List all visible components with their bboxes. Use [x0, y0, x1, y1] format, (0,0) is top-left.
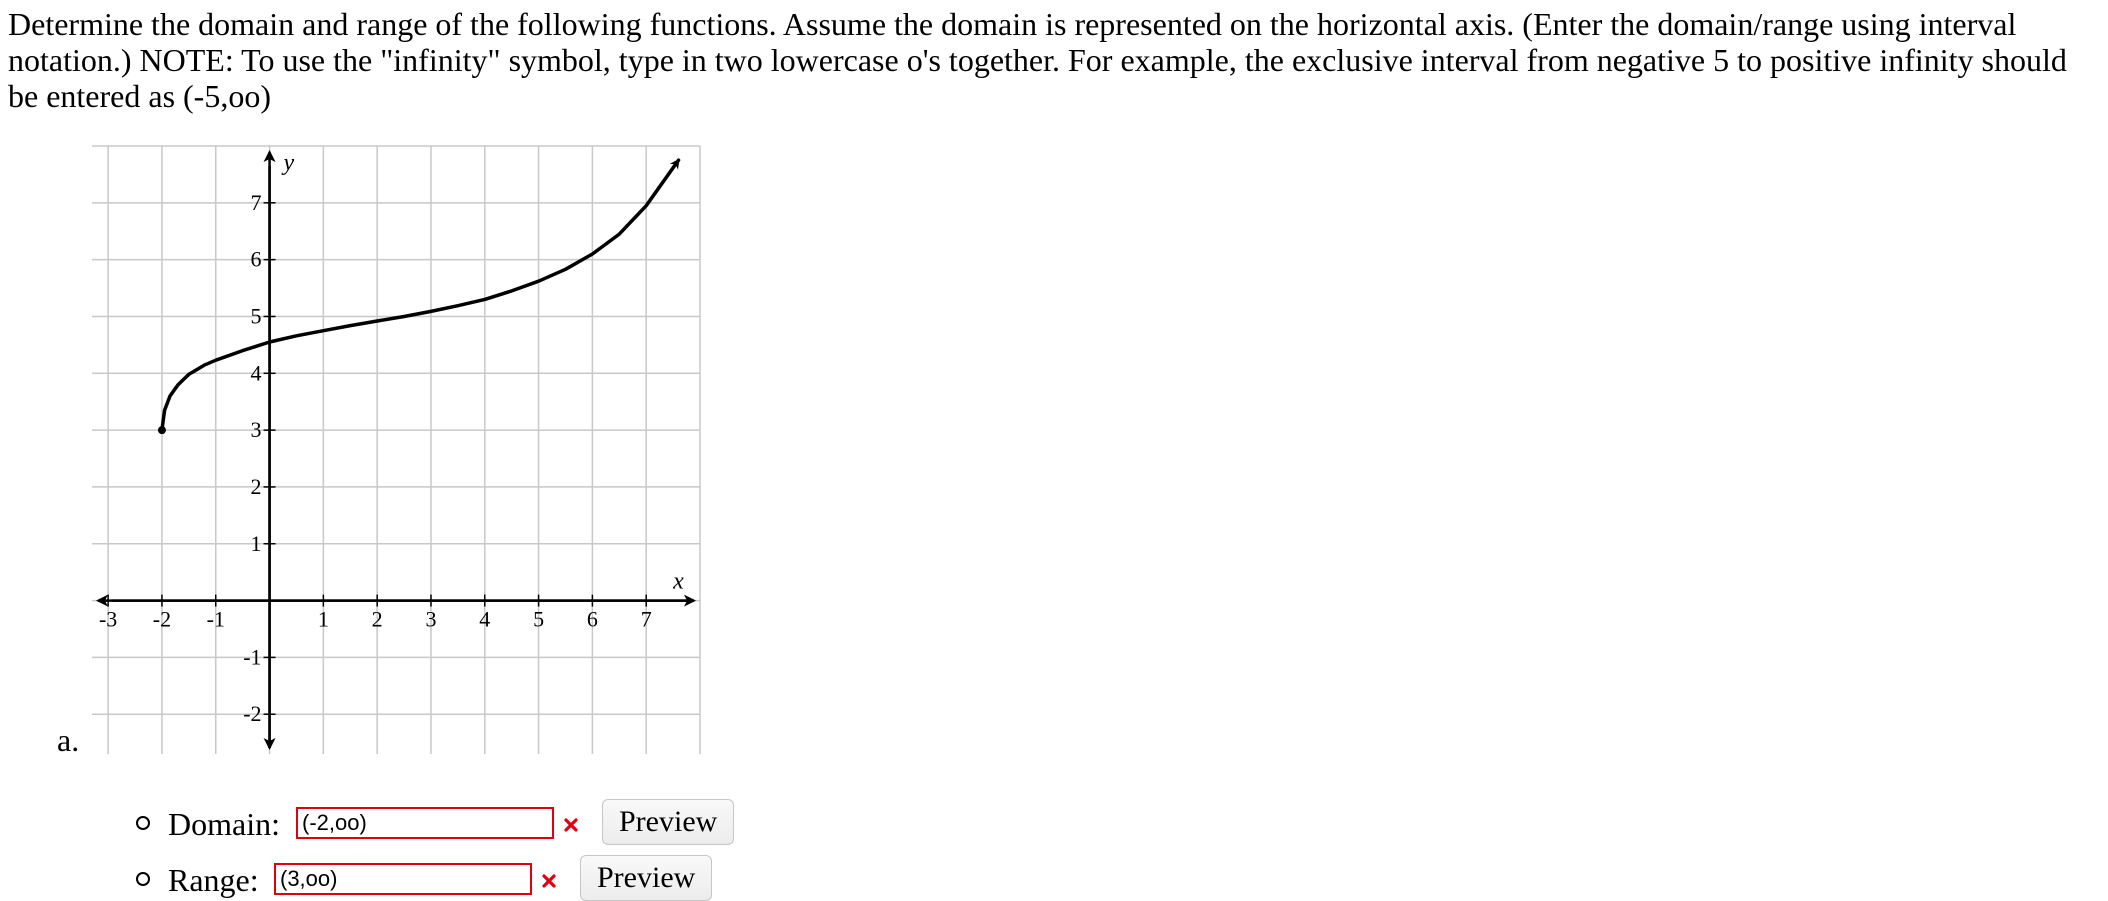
graph-canvas	[86, 140, 706, 760]
red-x-icon	[564, 818, 578, 832]
question-instructions: Determine the domain and range of the following functions. Assume the domain is represented on the horizontal axis. (Enter the domain/range using interval notation.) NOTE: To use the "infinity" symbol, type in two lowercase o's together. For example, the exclusive interval from negative 5 to positive infinity should be entered as (-5,oo)	[8, 6, 2067, 114]
y-tick-label: 2	[250, 473, 262, 499]
x-tick-label: 1	[317, 606, 329, 632]
x-tick-label: -1	[206, 606, 225, 632]
list-bullet	[136, 816, 150, 830]
function-graph	[86, 140, 706, 765]
y-axis-label: y	[283, 150, 295, 176]
y-tick-label: 7	[250, 189, 262, 215]
curve-line	[162, 160, 679, 430]
range-row	[136, 860, 756, 900]
x-tick-label: 7	[640, 606, 652, 632]
domain-preview-button[interactable]: Preview	[602, 799, 734, 845]
curve-start-point	[158, 426, 166, 434]
grid-lines	[92, 146, 700, 754]
domain-input[interactable]	[296, 807, 554, 839]
domain-label: Domain:	[168, 806, 280, 842]
tick-labels	[99, 150, 684, 726]
red-x-icon	[542, 874, 556, 888]
function-curve	[158, 160, 679, 434]
y-tick-label: 3	[250, 417, 262, 443]
y-tick-label: 5	[250, 303, 262, 329]
x-tick-label: 2	[371, 606, 383, 632]
x-tick-label: 5	[533, 606, 545, 632]
y-tick-label: 1	[250, 530, 262, 556]
list-bullet	[136, 872, 150, 886]
range-input[interactable]	[274, 863, 532, 895]
x-tick-label: 4	[479, 606, 491, 632]
domain-row	[136, 804, 756, 844]
range-label: Range:	[168, 862, 259, 898]
x-tick-label: -3	[98, 606, 118, 632]
x-tick-label: 6	[586, 606, 598, 632]
range-preview-button[interactable]: Preview	[580, 855, 712, 901]
y-tick-label: 6	[250, 246, 262, 272]
part-letter: a.	[57, 722, 80, 758]
x-tick-label: 3	[425, 606, 437, 632]
axes	[98, 152, 694, 748]
x-tick-label: -2	[152, 606, 172, 632]
y-tick-label: -1	[243, 644, 262, 670]
x-axis-label: x	[673, 568, 684, 595]
y-tick-label: 4	[250, 360, 262, 386]
y-tick-label: -2	[243, 701, 262, 727]
